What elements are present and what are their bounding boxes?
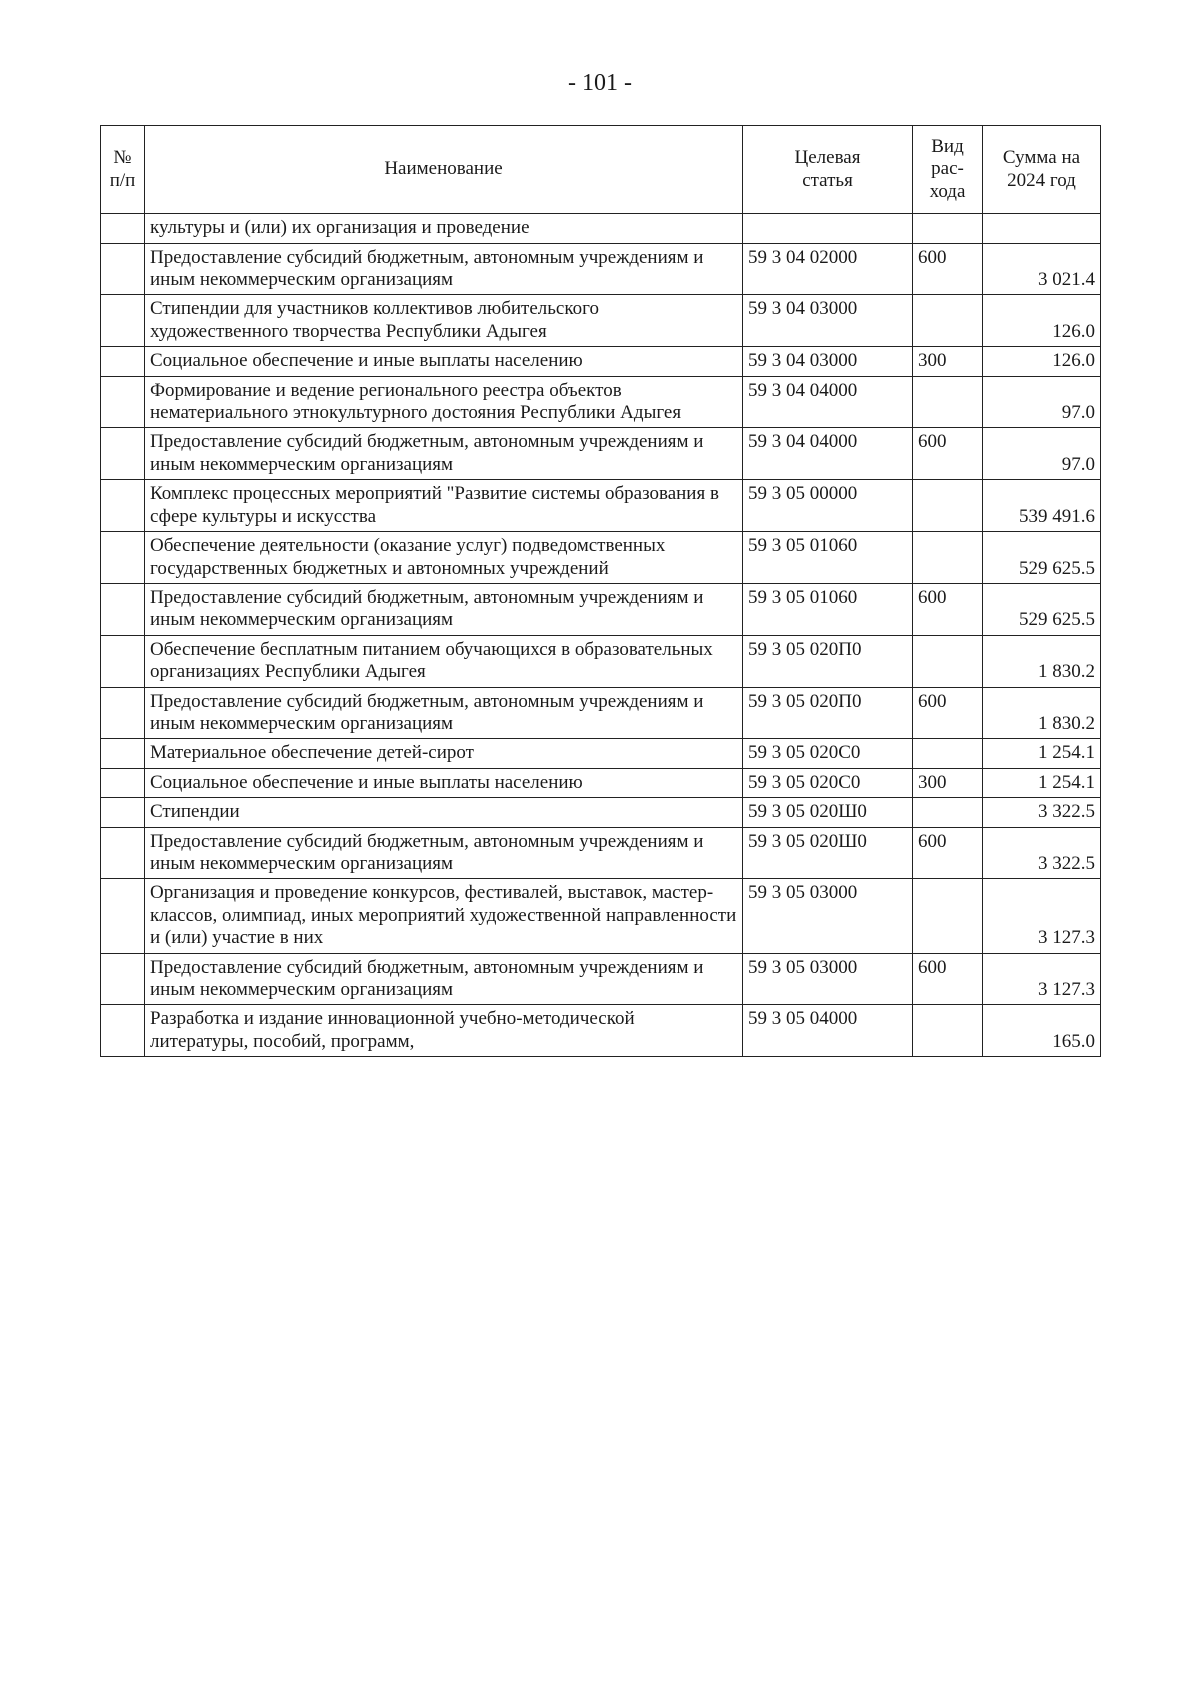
table-row	[101, 583, 1101, 635]
header-kind: Вид рас- хода	[913, 126, 983, 214]
table-row	[101, 295, 1101, 347]
row-kind	[913, 879, 983, 953]
row-num	[101, 739, 145, 768]
row-code: 59 3 05 020Ш0	[743, 827, 913, 879]
row-num	[101, 428, 145, 480]
row-kind	[913, 295, 983, 347]
table-row	[101, 953, 1101, 1005]
row-name: Разработка и издание инновационной учебно-методической литературы, пособий, программ,	[145, 1005, 743, 1057]
row-num	[101, 827, 145, 879]
row-kind: 600	[913, 583, 983, 635]
header-code: Целевая статья	[743, 126, 913, 214]
row-amount: 1 830.2	[983, 635, 1101, 687]
row-amount: 126.0	[983, 295, 1101, 347]
row-kind	[913, 214, 983, 243]
row-code: 59 3 05 03000	[743, 879, 913, 953]
row-code	[743, 214, 913, 243]
row-name: Предоставление субсидий бюджетным, автономным учреждениям и иным некоммерческим организациям	[145, 243, 743, 295]
row-kind: 300	[913, 347, 983, 376]
page-number: - 101 -	[568, 70, 632, 96]
row-code: 59 3 05 020С0	[743, 739, 913, 768]
row-amount: 1 254.1	[983, 768, 1101, 797]
row-num	[101, 214, 145, 243]
row-num	[101, 798, 145, 827]
row-amount	[983, 214, 1101, 243]
row-name: Формирование и ведение регионального реестра объектов нематериального этнокультурного достояния Республики Адыгея	[145, 376, 743, 428]
row-name: Социальное обеспечение и иные выплаты населению	[145, 347, 743, 376]
table-header-row	[101, 126, 1101, 214]
row-amount: 126.0	[983, 347, 1101, 376]
row-name: Социальное обеспечение и иные выплаты населению	[145, 768, 743, 797]
row-amount: 529 625.5	[983, 583, 1101, 635]
row-num	[101, 768, 145, 797]
table-row	[101, 739, 1101, 768]
row-name: Обеспечение деятельности (оказание услуг) подведомственных государственных бюджетных и автономных учреждений	[145, 532, 743, 584]
row-name: Стипендии для участников коллективов любительского художественного творчества Республики Адыгея	[145, 295, 743, 347]
row-amount: 3 127.3	[983, 953, 1101, 1005]
row-name: Предоставление субсидий бюджетным, автономным учреждениям и иным некоммерческим организациям	[145, 687, 743, 739]
row-name: Стипендии	[145, 798, 743, 827]
table-row	[101, 798, 1101, 827]
row-amount: 1 830.2	[983, 687, 1101, 739]
row-kind: 300	[913, 768, 983, 797]
row-num	[101, 583, 145, 635]
row-amount: 3 322.5	[983, 827, 1101, 879]
table-row	[101, 1005, 1101, 1057]
row-code: 59 3 05 01060	[743, 532, 913, 584]
row-name: Комплекс процессных мероприятий "Развитие системы образования в сфере культуры и искусства	[145, 480, 743, 532]
row-code: 59 3 05 03000	[743, 953, 913, 1005]
table-row	[101, 635, 1101, 687]
row-kind: 600	[913, 687, 983, 739]
table-row	[101, 376, 1101, 428]
row-kind	[913, 376, 983, 428]
header-num: № п/п	[101, 126, 145, 214]
row-kind: 600	[913, 428, 983, 480]
row-amount: 529 625.5	[983, 532, 1101, 584]
row-code: 59 3 05 01060	[743, 583, 913, 635]
table-row	[101, 243, 1101, 295]
row-num	[101, 347, 145, 376]
row-name: Предоставление субсидий бюджетным, автономным учреждениям и иным некоммерческим организациям	[145, 583, 743, 635]
table-row	[101, 827, 1101, 879]
row-amount: 165.0	[983, 1005, 1101, 1057]
row-amount: 539 491.6	[983, 480, 1101, 532]
row-amount: 1 254.1	[983, 739, 1101, 768]
row-name: Предоставление субсидий бюджетным, автономным учреждениям и иным некоммерческим организациям	[145, 428, 743, 480]
row-amount: 3 322.5	[983, 798, 1101, 827]
row-kind	[913, 532, 983, 584]
row-code: 59 3 05 04000	[743, 1005, 913, 1057]
row-amount: 3 021.4	[983, 243, 1101, 295]
row-amount: 97.0	[983, 376, 1101, 428]
budget-table	[100, 125, 1101, 1057]
row-kind	[913, 635, 983, 687]
row-code: 59 3 04 03000	[743, 295, 913, 347]
row-kind	[913, 480, 983, 532]
row-code: 59 3 05 00000	[743, 480, 913, 532]
row-code: 59 3 04 04000	[743, 428, 913, 480]
row-num	[101, 1005, 145, 1057]
row-num	[101, 532, 145, 584]
row-kind: 600	[913, 243, 983, 295]
row-name: Предоставление субсидий бюджетным, автономным учреждениям и иным некоммерческим организациям	[145, 827, 743, 879]
table-row	[101, 879, 1101, 953]
row-num	[101, 687, 145, 739]
row-kind: 600	[913, 827, 983, 879]
row-num	[101, 376, 145, 428]
row-code: 59 3 05 020Ш0	[743, 798, 913, 827]
row-code: 59 3 04 04000	[743, 376, 913, 428]
row-num	[101, 243, 145, 295]
row-amount: 97.0	[983, 428, 1101, 480]
table-row	[101, 532, 1101, 584]
row-name: Материальное обеспечение детей-сирот	[145, 739, 743, 768]
row-code: 59 3 05 020С0	[743, 768, 913, 797]
row-num	[101, 635, 145, 687]
row-code: 59 3 04 02000	[743, 243, 913, 295]
row-kind	[913, 739, 983, 768]
header-name: Наименование	[145, 126, 743, 214]
table-row	[101, 480, 1101, 532]
row-num	[101, 480, 145, 532]
row-num	[101, 879, 145, 953]
table-row	[101, 768, 1101, 797]
header-amount: Сумма на 2024 год	[983, 126, 1101, 214]
row-name: культуры и (или) их организация и проведение	[145, 214, 743, 243]
row-name: Обеспечение бесплатным питанием обучающихся в образовательных организациях Республики Адыгея	[145, 635, 743, 687]
row-code: 59 3 04 03000	[743, 347, 913, 376]
table-row	[101, 428, 1101, 480]
row-code: 59 3 05 020П0	[743, 687, 913, 739]
table-row	[101, 687, 1101, 739]
row-kind	[913, 798, 983, 827]
table-row	[101, 214, 1101, 243]
row-num	[101, 953, 145, 1005]
row-amount: 3 127.3	[983, 879, 1101, 953]
row-code: 59 3 05 020П0	[743, 635, 913, 687]
row-name: Предоставление субсидий бюджетным, автономным учреждениям и иным некоммерческим организациям	[145, 953, 743, 1005]
budget-table-container	[100, 125, 1100, 1057]
row-kind	[913, 1005, 983, 1057]
row-kind: 600	[913, 953, 983, 1005]
table-row	[101, 347, 1101, 376]
row-num	[101, 295, 145, 347]
row-name: Организация и проведение конкурсов, фестивалей, выставок, мастер-классов, олимпиад, иных мероприятий художественной направленности и (или) участие в них	[145, 879, 743, 953]
